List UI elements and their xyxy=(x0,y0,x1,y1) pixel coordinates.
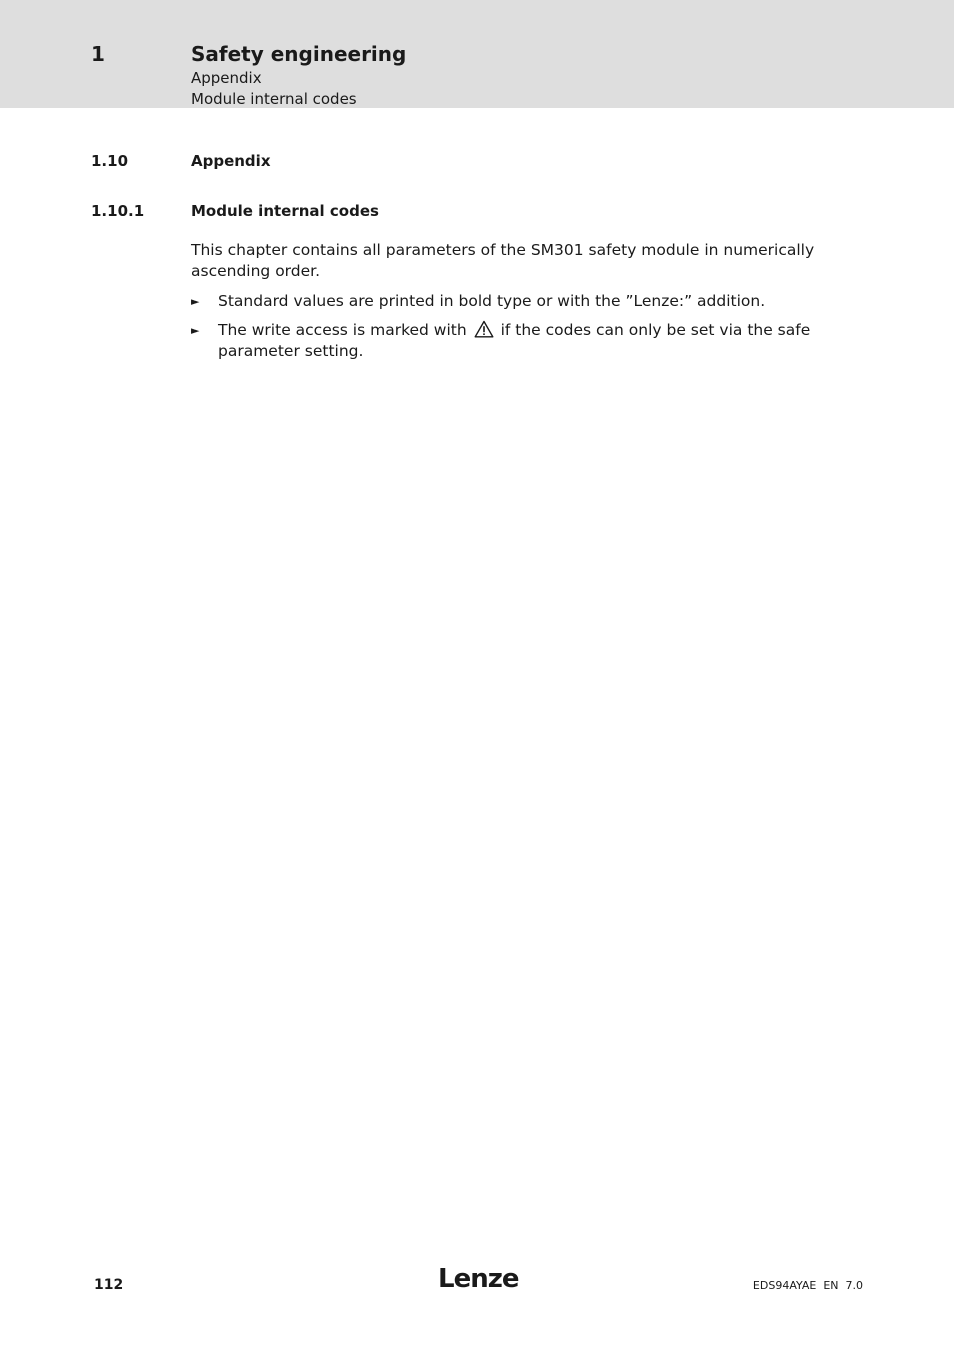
bullet-arrow-icon: ► xyxy=(191,295,200,308)
subsection-number: 1.10.1 xyxy=(91,202,145,220)
bullet-text: Standard values are printed in bold type or with the ”Lenze:” addition. xyxy=(218,292,766,310)
bullet-text-part: if the codes can only be set via the safe parameter setting. xyxy=(218,321,811,360)
breadcrumb-module-internal-codes: Module internal codes xyxy=(191,90,357,108)
section-number: 1.10 xyxy=(91,152,129,170)
bullet-text xyxy=(218,320,871,362)
warning-triangle-icon xyxy=(474,320,494,338)
bullet-text-part: The write access is marked with xyxy=(218,321,467,339)
subsection-title: Module internal codes xyxy=(191,202,379,220)
bullet-item xyxy=(191,291,871,312)
chapter-number: 1 xyxy=(91,42,105,66)
chapter-title: Safety engineering xyxy=(191,42,407,66)
bullet-item xyxy=(191,320,871,362)
intro-paragraph: This chapter contains all parameters of the SM301 safety module in numerically ascending order. xyxy=(191,241,815,280)
header-band xyxy=(0,0,954,108)
bullet-arrow-icon: ► xyxy=(191,324,200,337)
lenze-logo: Lenze xyxy=(438,1264,519,1294)
page-number: 112 xyxy=(94,1277,124,1293)
document-id: EDS94AYAE EN 7.0 xyxy=(752,1279,863,1292)
breadcrumb-appendix: Appendix xyxy=(191,69,262,87)
section-title: Appendix xyxy=(191,152,271,170)
